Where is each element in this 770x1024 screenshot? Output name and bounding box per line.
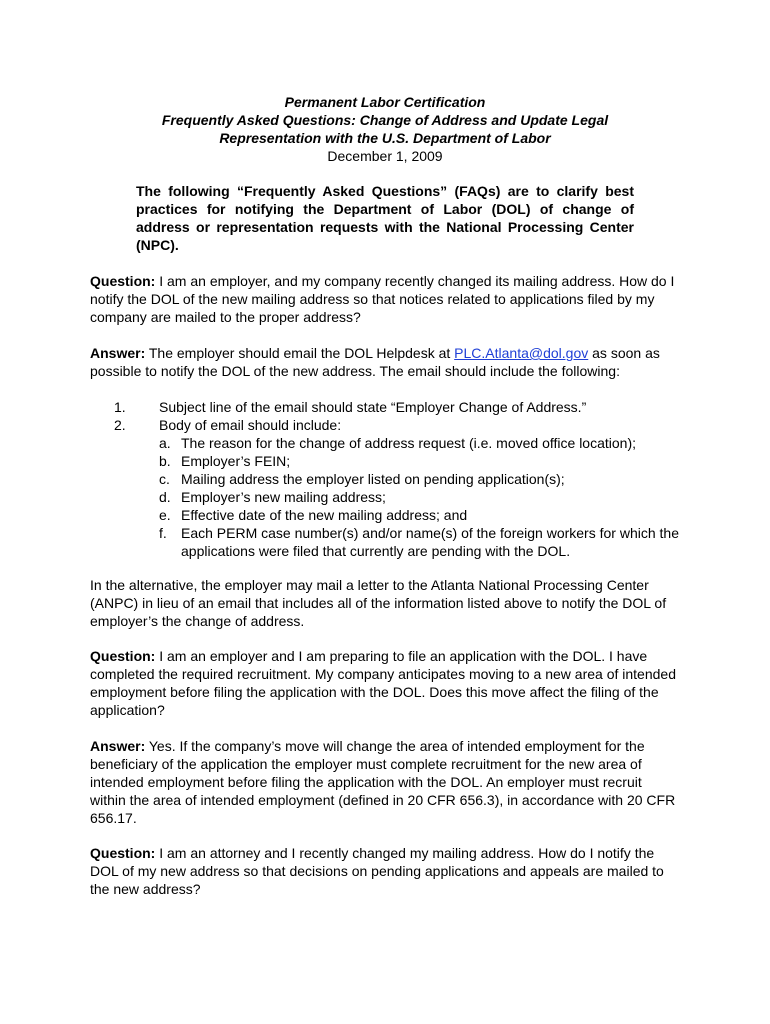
- sub-list-letter: d.: [159, 489, 171, 505]
- sub-list-item: The reason for the change of address request (i.e. moved office location);: [181, 435, 636, 451]
- question-label: Question:: [90, 845, 156, 861]
- sub-list-letter: e.: [159, 507, 171, 523]
- question-label: Question:: [90, 648, 156, 664]
- intro-paragraph: The following “Frequently Asked Questions” (FAQs) are to clarify best practices for notifying the Department of Labor (DOL) of change of address or representation requests with the National Processing Center (NPC).: [136, 183, 634, 253]
- list-item: Body of email should include:: [159, 417, 342, 433]
- list-number: 1.: [114, 399, 126, 415]
- question-label: Question:: [90, 273, 156, 289]
- question-text: I am an employer and I am preparing to file an application with the DOL. I have completed the required recruitment. My company anticipates moving to a new area of intended employment before filing the application with the DOL. Does this move affect the filing of the application?: [90, 648, 676, 718]
- sub-list-letter: c.: [159, 471, 170, 487]
- helpdesk-email-link[interactable]: PLC.Atlanta@dol.gov: [454, 345, 589, 361]
- question-2: [90, 647, 680, 719]
- document-title-block: [90, 93, 680, 165]
- sub-list-letter: f.: [159, 525, 167, 541]
- question-text: I am an employer, and my company recently changed its mailing address. How do I notify the DOL of the new mailing address so that notices related to applications filed by my company are mailed to the proper address?: [90, 273, 675, 325]
- answer-1: [90, 344, 680, 380]
- list-number: 2.: [114, 417, 126, 433]
- sub-list-item: Each PERM case number(s) and/or name(s) of the foreign workers for which the applications were filed that currently are pending with the DOL.: [181, 525, 679, 559]
- answer-2: [90, 737, 680, 827]
- title-line-1: Permanent Labor Certification: [284, 94, 486, 110]
- answer-text: Yes. If the company’s move will change the area of intended employment for the beneficiary of the application the employer must complete recruitment for the new area of intended employment before filing the application with the DOL. An employer must recruit within the area of intended employment (defined in 20 CFR 656.3), in accordance with 20 CFR 656.17.: [90, 738, 676, 826]
- sub-list-item: Employer’s FEIN;: [181, 453, 291, 469]
- sub-list-letter: b.: [159, 453, 171, 469]
- alternative-paragraph: In the alternative, the employer may mail a letter to the Atlanta National Processing Center (ANPC) in lieu of an email that includes all of the information listed above to notify the DOL of employer’s the change of address.: [90, 577, 667, 629]
- question-1: [90, 272, 680, 326]
- answer-text-after: as soon as possible to notify the DOL of the new address. The email should include the following:: [90, 345, 660, 379]
- list-item: Subject line of the email should state “Employer Change of Address.”: [159, 399, 587, 415]
- sub-list-item: Effective date of the new mailing address; and: [181, 507, 468, 523]
- answer-label: Answer:: [90, 738, 146, 754]
- sub-list-letter: a.: [159, 435, 171, 451]
- answer-text-before: The employer should email the DOL Helpdesk at: [145, 345, 455, 361]
- question-text: I am an attorney and I recently changed my mailing address. How do I notify the DOL of my new address so that decisions on pending applications and appeals are mailed to the new address?: [90, 845, 664, 897]
- sub-list-item: Employer’s new mailing address;: [181, 489, 386, 505]
- title-line-2: Frequently Asked Questions: Change of Address and Update Legal: [161, 112, 609, 128]
- document-date: December 1, 2009: [327, 148, 443, 164]
- question-3: [90, 844, 680, 898]
- sub-list-item: Mailing address the employer listed on pending application(s);: [181, 471, 565, 487]
- answer-label: Answer:: [90, 345, 146, 361]
- title-line-3: Representation with the U.S. Department of Labor: [219, 130, 551, 146]
